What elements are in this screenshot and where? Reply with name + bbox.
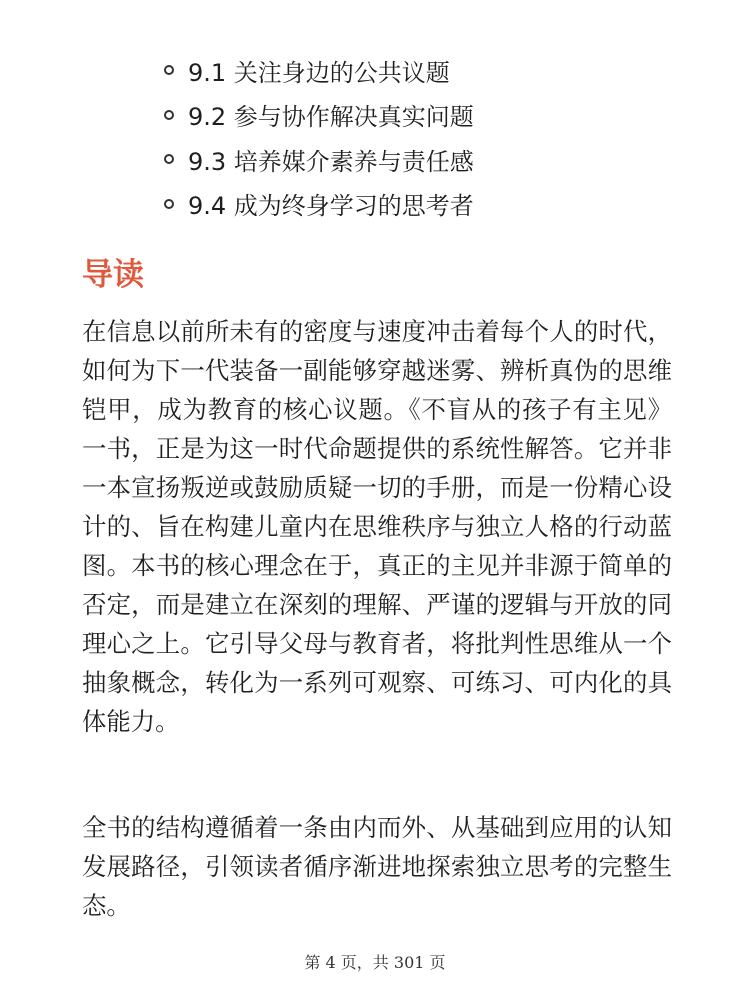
toc-item [160,137,474,182]
hollow-circle-bullet-icon [164,110,174,120]
toc-item [160,182,474,227]
toc-item-label: 9.1 关注身边的公共议题 [188,58,450,87]
toc-item-label: 9.4 成为终身学习的思考者 [188,192,474,221]
toc-item [160,48,474,93]
toc-item [160,93,474,138]
hollow-circle-bullet-icon [164,154,174,164]
body-paragraph: 在信息以前所未有的密度与速度冲击着每个人的时代，如何为下一代装备一副能够穿越迷雾、辨析真伪的思维铠甲，成为教育的核心议题。《不盲从的孩子有主见》一书，正是为这一时代命题提供的系统性解答。它并非一本宣扬叛逆或鼓励质疑一切的手册，而是一份精心设计的、旨在构建儿童内在思维秩序与独立人格的行动蓝图。本书的核心理念在于，真正的主见并非源于简单的否定，而是建立在深刻的理解、严谨的逻辑与开放的同理心之上。它引导父母与教育者，将批判性思维从一个抽象概念，转化为一系列可观察、可练习、可内化的具体能力。 [82,317,672,736]
toc-item-label: 9.2 参与协作解决真实问题 [188,103,474,132]
section-heading: 导读 [82,257,144,293]
hollow-circle-bullet-icon [164,65,174,75]
hollow-circle-bullet-icon [164,199,174,209]
body-paragraph: 全书的结构遵循着一条由内而外、从基础到应用的认知发展路径，引领读者循序渐进地探索独立思考的完整生态。 [82,813,672,920]
toc-list [160,48,474,226]
page-number-footer: 第 4 页，共 301 页 [304,953,446,972]
toc-item-label: 9.3 培养媒介素养与责任感 [188,147,474,176]
